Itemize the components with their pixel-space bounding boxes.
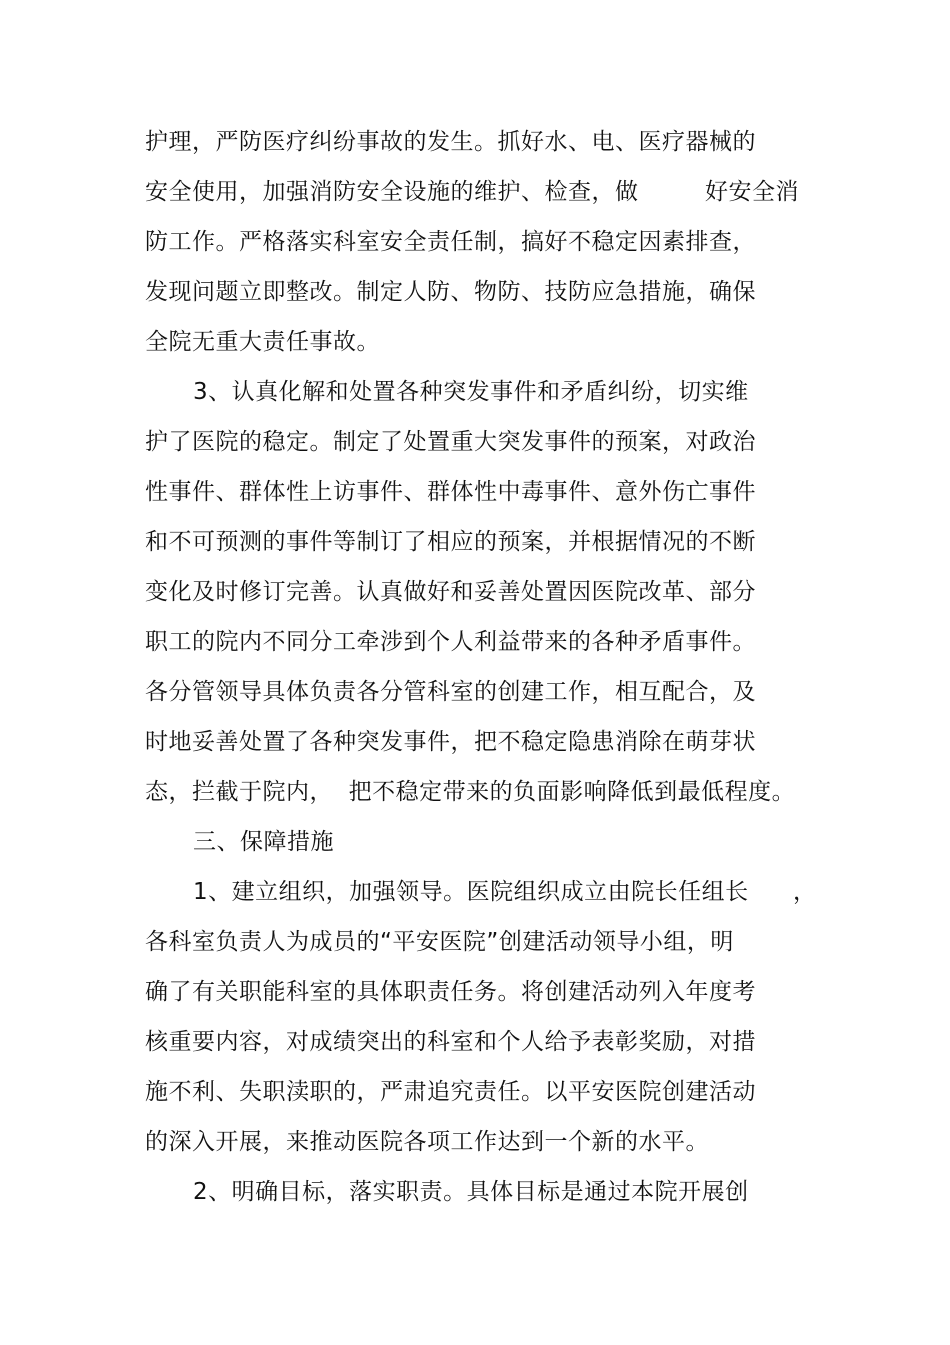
- text-line-20: 施不利、失职渎职的，严肃追究责任。以平安医院创建活动: [145, 1079, 756, 1105]
- text-line-18: 确了有关职能科室的具体职责任务。将创建活动列入年度考: [145, 979, 756, 1005]
- text-line-3: 防工作。严格落实科室安全责任制，搞好不稳定因素排查，: [145, 229, 756, 255]
- text-line-14: 态，拦截于院内， 把不稳定带来的负面影响降低到最低程度。: [145, 779, 796, 805]
- text-line-5: 全院无重大责任事故。: [145, 329, 380, 355]
- text-line-11: 职工的院内不同分工牵涉到个人利益带来的各种矛盾事件。: [145, 629, 756, 655]
- text-line-19: 核重要内容，对成绩突出的科室和个人给予表彰奖励，对措: [145, 1029, 756, 1055]
- text-line-21: 的深入开展，来推动医院各项工作达到一个新的水平。: [145, 1129, 709, 1155]
- text-line-9: 和不可预测的事件等制订了相应的预案，并根据情况的不断: [145, 529, 756, 555]
- paragraph-measures-1-start: 1、建立组织，加强领导。医院组织成立由院长任组长: [193, 879, 749, 905]
- text-line-17: 各科室负责人为成员的“平安医院”创建活动领导小组，明: [145, 929, 734, 955]
- text-line-2-tail: 好安全消: [705, 179, 799, 205]
- paragraph-3-start: 3、认真化解和处置各种突发事件和矛盾纠纷，切实维: [193, 379, 749, 405]
- section-heading: 三、保障措施: [193, 829, 334, 855]
- text-line-8: 性事件、群体性上访事件、群体性中毒事件、意外伤亡事件: [145, 479, 756, 505]
- text-line-2: 安全使用，加强消防安全设施的维护、检查，做: [145, 179, 639, 205]
- text-line-1: 护理，严防医疗纠纷事故的发生。抓好水、电、医疗器械的: [145, 129, 756, 155]
- text-line-13: 时地妥善处置了各种突发事件，把不稳定隐患消除在萌芽状: [145, 729, 756, 755]
- text-line-16-tail: ，: [793, 879, 817, 905]
- paragraph-measures-2-start: 2、明确目标，落实职责。具体目标是通过本院开展创: [193, 1179, 749, 1205]
- text-line-4: 发现问题立即整改。制定人防、物防、技防应急措施，确保: [145, 279, 756, 305]
- text-line-10: 变化及时修订完善。认真做好和妥善处置因医院改革、部分: [145, 579, 756, 605]
- text-line-7: 护了医院的稳定。制定了处置重大突发事件的预案，对政治: [145, 429, 756, 455]
- text-line-12: 各分管领导具体负责各分管科室的创建工作，相互配合，及: [145, 679, 756, 705]
